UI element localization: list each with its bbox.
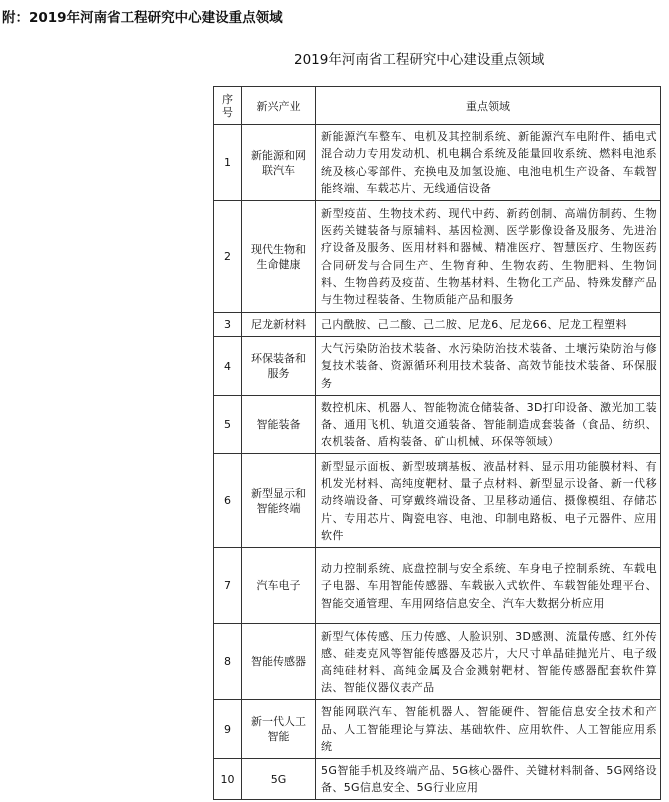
table-header-row [214,87,661,125]
row-focus: 新型气体传感、压力传感、人脸识别、3D感测、流量传感、红外传感、硅麦克风等智能传感器及芯片，大尺寸单晶硅抛光片、电子级高纯硅材料、高纯金属及合金溅射靶材、智能传感器配套软件算法、智能仪器仪表产品 [316,624,661,700]
header-industry: 新兴产业 [242,87,316,125]
table-row [214,454,661,548]
row-focus: 新能源汽车整车、电机及其控制系统、新能源汽车电附件、插电式混合动力专用发动机、机电耦合系统及能量回收系统、燃料电池系统及核心零部件、充换电及加氢设施、电池电机生产设备、车载智能终端、车载芯片、无线通信设备 [316,125,661,201]
table-row [214,125,661,201]
row-industry: 汽车电子 [242,548,316,624]
row-industry: 环保装备和服务 [242,337,316,396]
row-industry: 智能传感器 [242,624,316,700]
row-no: 3 [214,313,242,337]
table-row [214,700,661,759]
table-row [214,395,661,454]
row-focus: 数控机床、机器人、智能物流仓储装备、3D打印设备、激光加工装备、通用飞机、轨道交通装备、智能制造成套装备（食品、纺织、农机装备、盾构装备、矿山机械、环保等领域） [316,395,661,454]
table-row [214,337,661,396]
row-no: 7 [214,548,242,624]
table-row [214,759,661,800]
row-focus: 智能网联汽车、智能机器人、智能硬件、智能信息安全技术和产品、人工智能理论与算法、基础软件、应用软件、人工智能应用系统 [316,700,661,759]
row-focus: 动力控制系统、底盘控制与安全系统、车身电子控制系统、车载电子电器、车用智能传感器、车载嵌入式软件、车载智能处理平台、智能交通管理、车用网络信息安全、汽车大数据分析应用 [316,548,661,624]
header-no: 序号 [214,87,242,125]
row-industry: 新一代人工智能 [242,700,316,759]
row-industry: 现代生物和生命健康 [242,201,316,313]
row-no: 4 [214,337,242,396]
row-focus: 大气污染防治技术装备、水污染防治技术装备、土壤污染防治与修复技术装备、资源循环利用技术装备、高效节能技术装备、环保服务 [316,337,661,396]
table-row [214,201,661,313]
document-title: 2019年河南省工程研究中心建设重点领域 [294,52,545,68]
row-focus: 新型疫苗、生物技术药、现代中药、新药创制、高端仿制药、生物医药关键装备与原辅料、基因检测、医学影像设备及服务、先进治疗设备及服务、医用材料和器械、精准医疗、智慧医疗、生物医药合同研发与合同生产、生物育种、生物农药、生物肥料、生物饲料、生物兽药及疫苗、生物基材料、生物化工产品、特殊发酵产品与生物过程装备、生物质能产品和服务 [316,201,661,313]
focus-areas-table [213,86,661,800]
row-focus: 己内酰胺、己二酸、己二胺、尼龙6、尼龙66、尼龙工程塑料 [316,313,661,337]
row-industry: 新能源和网联汽车 [242,125,316,201]
row-focus: 5G智能手机及终端产品、5G核心器件、关键材料制备、5G网络设备、5G信息安全、5G行业应用 [316,759,661,800]
row-no: 5 [214,395,242,454]
row-no: 6 [214,454,242,548]
header-focus: 重点领域 [316,87,661,125]
row-industry: 尼龙新材料 [242,313,316,337]
row-no: 2 [214,201,242,313]
row-industry: 5G [242,759,316,800]
row-industry: 智能装备 [242,395,316,454]
row-industry: 新型显示和智能终端 [242,454,316,548]
table-row [214,313,661,337]
page-heading: 附：2019年河南省工程研究中心建设重点领域 [2,10,283,26]
row-no: 1 [214,125,242,201]
table-row [214,624,661,700]
row-no: 8 [214,624,242,700]
table-row [214,548,661,624]
row-no: 10 [214,759,242,800]
row-focus: 新型显示面板、新型玻璃基板、液晶材料、显示用功能膜材料、有机发光材料、高纯度靶材、量子点材料、新型显示设备、新一代移动终端设备、可穿戴终端设备、卫星移动通信、摄像模组、存储芯片、专用芯片、陶瓷电容、电池、印制电路板、电子元器件、应用软件 [316,454,661,548]
row-no: 9 [214,700,242,759]
